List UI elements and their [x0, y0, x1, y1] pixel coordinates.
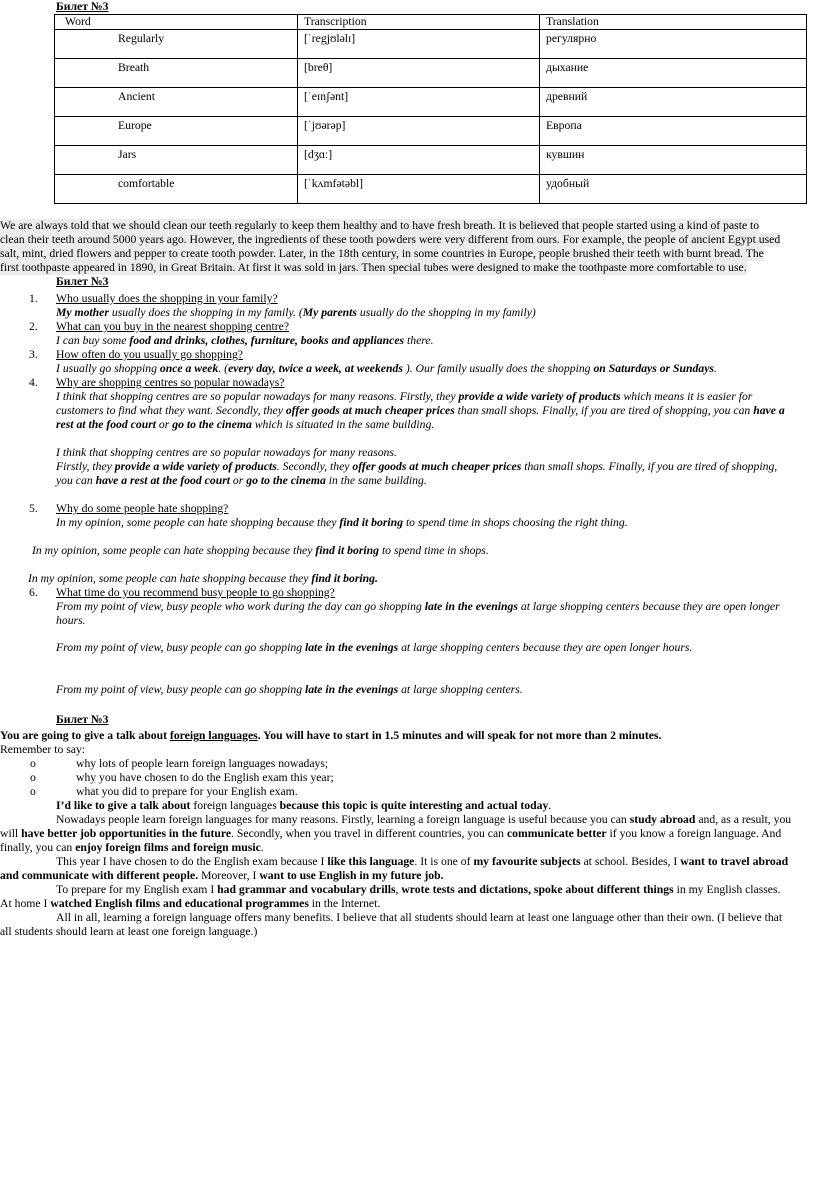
- instruction-fragment: . You will have to start in 1.5 minutes and will speak for not more than 2 minutes.: [257, 729, 662, 742]
- translation-cell: Европа: [546, 119, 582, 132]
- bullet-item: why lots of people learn foreign languages nowadays;: [76, 757, 329, 770]
- answer-fragment: or: [230, 474, 247, 487]
- column-header-translation: Translation: [546, 15, 599, 28]
- answer-fragment: to spend time in shops.: [379, 544, 489, 557]
- word-cell: Breath: [118, 61, 150, 74]
- essay-keyword: want to travel abroad: [680, 855, 789, 868]
- answer-text: [56, 404, 785, 417]
- answer-keyword: go to the cinema: [246, 474, 326, 487]
- answer-fragment: there.: [404, 334, 434, 347]
- reading-text-line: clean their teeth around 5000 years ago. However, the ingredients of these tooth powders were very different from ours. For example, the people of ancient Egypt used: [0, 233, 781, 246]
- answer-text: [56, 474, 427, 487]
- column-header-transcription: Transcription: [304, 15, 367, 28]
- translation-cell: дыхание: [546, 61, 589, 74]
- answer-fragment: usually does the shopping in my family. (: [108, 306, 303, 319]
- answer-text: [28, 572, 378, 585]
- transcription-cell: [breθ]: [304, 61, 333, 74]
- essay-line: [0, 869, 444, 882]
- answer-fragment: which means it is easier for: [620, 390, 753, 403]
- answer-fragment: or: [156, 418, 173, 431]
- essay-paragraph: [56, 883, 780, 896]
- question-text: Who usually does the shopping in your family?: [56, 292, 278, 305]
- answer-fragment: customers to find what they want. Secondly, they: [56, 404, 286, 417]
- essay-paragraph: All in all, learning a foreign language offers many benefits. I believe that all students should learn at least one language other than their own. (I believe that: [56, 911, 783, 924]
- table-row: [55, 117, 807, 146]
- answer-fragment: From my point of view, busy people can go shopping: [56, 641, 305, 654]
- answer-keyword: have a: [753, 404, 785, 417]
- answer-fragment: In my opinion, some people can hate shopping because they: [56, 516, 340, 529]
- answer-keyword: go to the cinema: [172, 418, 252, 431]
- answer-keyword: rest at the food court: [56, 418, 156, 431]
- table-row: [55, 146, 807, 175]
- remember-label: Remember to say:: [0, 743, 86, 756]
- answer-keyword: offer goods at much cheaper prices: [285, 404, 455, 417]
- answer-fragment: than small shops. Finally, if you are tired of shopping, you can: [454, 404, 754, 417]
- answer-text: [32, 544, 489, 557]
- answer-text: [56, 516, 628, 529]
- essay-fragment: .: [260, 841, 264, 854]
- ticket-title: Билет №3: [56, 713, 109, 726]
- answer-keyword: on Saturdays or Sundays: [593, 362, 714, 375]
- translation-cell: кувшин: [546, 148, 585, 161]
- answer-keyword: My mother: [56, 306, 109, 319]
- ticket-title: Билет №3: [56, 275, 109, 288]
- answer-fragment: ). Our family usually does the shopping: [402, 362, 594, 375]
- word-cell: Regularly: [118, 32, 165, 45]
- table-row: [55, 88, 807, 117]
- essay-paragraph: [56, 855, 788, 868]
- essay-line: [0, 897, 380, 910]
- answer-keyword: My parents: [302, 306, 357, 319]
- essay-fragment: Nowadays people learn foreign languages for many reasons. Firstly, learning a foreign language is useful because you can: [56, 813, 630, 826]
- essay-fragment: at school. Besides, I: [580, 855, 681, 868]
- question-number: 2.: [29, 320, 38, 333]
- answer-text: [56, 362, 717, 375]
- table-row: [55, 59, 807, 88]
- bullet-item: what you did to prepare for your English exam.: [76, 785, 298, 798]
- transcription-cell: [ˈjʊərəp]: [304, 119, 346, 132]
- table-header-row: [55, 15, 807, 30]
- answer-keyword: find it boring: [315, 544, 380, 557]
- question-number: 4.: [29, 376, 38, 389]
- answer-fragment: at large shopping centers because they are open longer hours.: [398, 641, 693, 654]
- essay-line: [0, 841, 264, 854]
- answer-fragment: From my point of view, busy people who work during the day can go shopping: [56, 600, 425, 613]
- translation-cell: древний: [546, 90, 588, 103]
- reading-text-line: salt, mint, dried flowers and pepper to create tooth powder. Later, in the 18th century, in some countries in Europe, people brushed their teeth with burnt bread. The: [0, 247, 764, 260]
- answer-text: [56, 306, 536, 319]
- essay-fragment: At home I: [0, 897, 51, 910]
- word-cell: Jars: [118, 148, 137, 161]
- question-number: 1.: [29, 292, 38, 305]
- answer-keyword: provide a wide variety of products: [114, 460, 277, 473]
- question-number: 3.: [29, 348, 38, 361]
- answer-keyword: late in the evenings: [304, 683, 399, 696]
- word-cell: comfortable: [118, 177, 175, 190]
- essay-line: all students should learn at least one foreign language.): [0, 925, 258, 938]
- answer-fragment: than small shops. Finally, if you are tired of shopping,: [521, 460, 778, 473]
- essay-keyword: had grammar and vocabulary drills: [217, 883, 396, 896]
- column-header-word: Word: [65, 15, 91, 28]
- transcription-cell: [ˈkʌmfətəbl]: [304, 177, 364, 190]
- table-row: [55, 30, 807, 59]
- table-row: [55, 175, 807, 204]
- instruction-topic: foreign languages: [169, 729, 258, 742]
- answer-text: [56, 641, 692, 654]
- instruction-fragment: You are going to give a talk about: [0, 729, 170, 742]
- essay-keyword: I’d like to give a talk about: [56, 799, 191, 812]
- answer-keyword: find it boring.: [311, 572, 378, 585]
- answer-text: [56, 460, 777, 473]
- answer-fragment: In my opinion, some people can hate shopping because they: [32, 544, 316, 557]
- answer-fragment: . (: [218, 362, 229, 375]
- answer-text: I think that shopping centres are so popular nowadays for many reasons.: [56, 446, 397, 459]
- essay-fragment: .: [548, 799, 552, 812]
- essay-keyword: wrote tests and dictations, spoke about different things: [401, 883, 674, 896]
- answer-keyword: provide a wide variety of products: [458, 390, 621, 403]
- essay-keyword: and communicate with different people.: [0, 869, 199, 882]
- essay-fragment: foreign languages: [190, 799, 280, 812]
- essay-fragment: if you know a foreign language. And: [606, 827, 782, 840]
- essay-fragment: will: [0, 827, 22, 840]
- essay-fragment: To prepare for my English exam I: [56, 883, 218, 896]
- answer-keyword: every day, twice a week, at weekends: [228, 362, 403, 375]
- essay-fragment: . It is one of: [414, 855, 474, 868]
- essay-fragment: ,: [395, 883, 402, 896]
- answer-text: [56, 600, 780, 613]
- answer-fragment: Firstly, they: [56, 460, 115, 473]
- question-text: Why do some people hate shopping?: [56, 502, 229, 515]
- essay-keyword: enjoy foreign films and foreign music: [75, 841, 261, 854]
- answer-fragment: you can: [56, 474, 96, 487]
- answer-text: [56, 418, 434, 431]
- answer-fragment: I can buy some: [56, 334, 130, 347]
- answer-keyword: offer goods at much cheaper prices: [352, 460, 522, 473]
- answer-keyword: late in the evenings: [304, 641, 399, 654]
- bullet-item: why you have chosen to do the English exam this year;: [76, 771, 334, 784]
- essay-fragment: in the Internet.: [308, 897, 381, 910]
- reading-text-line: We are always told that we should clean our teeth regularly to keep them healthy and to have fresh breath. It is believed that people started using a kind of paste to: [0, 219, 760, 232]
- translation-cell: регулярно: [546, 32, 597, 45]
- answer-fragment: I think that shopping centres are so popular nowadays for many reasons. Firstly, they: [56, 390, 459, 403]
- answer-text: [56, 390, 752, 403]
- answer-fragment: In my opinion, some people can hate shopping because they: [28, 572, 312, 585]
- answer-keyword: once a week: [159, 362, 219, 375]
- answer-fragment: to spend time in shops choosing the right thing.: [403, 516, 628, 529]
- question-text: What time do you recommend busy people to go shopping?: [56, 586, 335, 599]
- answer-keyword: food and drinks, clothes, furniture, books and appliances: [129, 334, 405, 347]
- essay-keyword: want to use English in my future job.: [259, 869, 444, 882]
- reading-text-line: first toothpaste appeared in 1890, in Great Britain. At first it was sold in jars. Then special tubes were designed to make the toothpaste more comfortable to use.: [0, 261, 747, 274]
- essay-fragment: finally, you can: [0, 841, 76, 854]
- transcription-cell: [ˈeɪnʃənt]: [304, 90, 349, 103]
- essay-keyword: study abroad: [629, 813, 696, 826]
- essay-paragraph: [56, 799, 551, 812]
- answer-text: hours.: [56, 614, 86, 627]
- answer-fragment: at large shopping centers.: [398, 683, 523, 696]
- essay-keyword: my favourite subjects: [473, 855, 581, 868]
- transcription-cell: [dʒɑː]: [304, 148, 333, 161]
- answer-keyword: late in the evenings: [424, 600, 518, 613]
- answer-fragment: at large shopping centers because they are open longer: [517, 600, 780, 613]
- essay-fragment: This year I have chosen to do the English exam because I: [56, 855, 328, 868]
- essay-keyword: watched English films and educational programmes: [50, 897, 309, 910]
- vocabulary-table: [54, 14, 807, 204]
- essay-fragment: . Secondly, when you travel in different countries, you can: [231, 827, 507, 840]
- essay-fragment: Moreover, I: [198, 869, 260, 882]
- essay-line: [0, 827, 781, 840]
- bullet-marker: o: [30, 771, 36, 784]
- bullet-marker: o: [30, 785, 36, 798]
- question-text: How often do you usually go shopping?: [56, 348, 243, 361]
- answer-fragment: . Secondly, they: [276, 460, 353, 473]
- essay-fragment: in my English classes.: [673, 883, 781, 896]
- essay-paragraph: [56, 813, 791, 826]
- word-cell: Ancient: [118, 90, 155, 103]
- translation-cell: удобный: [546, 177, 590, 190]
- answer-fragment: I usually go shopping: [56, 362, 160, 375]
- answer-keyword: find it boring: [339, 516, 404, 529]
- essay-keyword: like this language: [327, 855, 415, 868]
- question-number: 5.: [29, 502, 38, 515]
- answer-text: [56, 334, 434, 347]
- essay-keyword: because this topic is quite interesting and actual today: [279, 799, 549, 812]
- essay-keyword: have better job opportunities in the future: [21, 827, 232, 840]
- question-text: What can you buy in the nearest shopping centre?: [56, 320, 290, 333]
- answer-fragment: which is situated in the same building.: [251, 418, 435, 431]
- task-instruction: [0, 729, 661, 742]
- answer-fragment: .: [713, 362, 717, 375]
- question-text: Why are shopping centres so popular nowadays?: [56, 376, 285, 389]
- answer-fragment: in the same building.: [325, 474, 427, 487]
- bullet-marker: o: [30, 757, 36, 770]
- essay-keyword: communicate better: [506, 827, 607, 840]
- ticket-title: Билет №3: [56, 0, 109, 13]
- question-number: 6.: [29, 586, 38, 599]
- transcription-cell: [ˈregjʊləlɪ]: [304, 32, 356, 45]
- word-cell: Europe: [118, 119, 152, 132]
- answer-fragment: usually do the shopping in my family): [356, 306, 536, 319]
- answer-keyword: have a rest at the food court: [95, 474, 230, 487]
- answer-fragment: From my point of view, busy people can go shopping: [56, 683, 305, 696]
- answer-text: [56, 683, 523, 696]
- essay-fragment: and, as a result, you: [695, 813, 792, 826]
